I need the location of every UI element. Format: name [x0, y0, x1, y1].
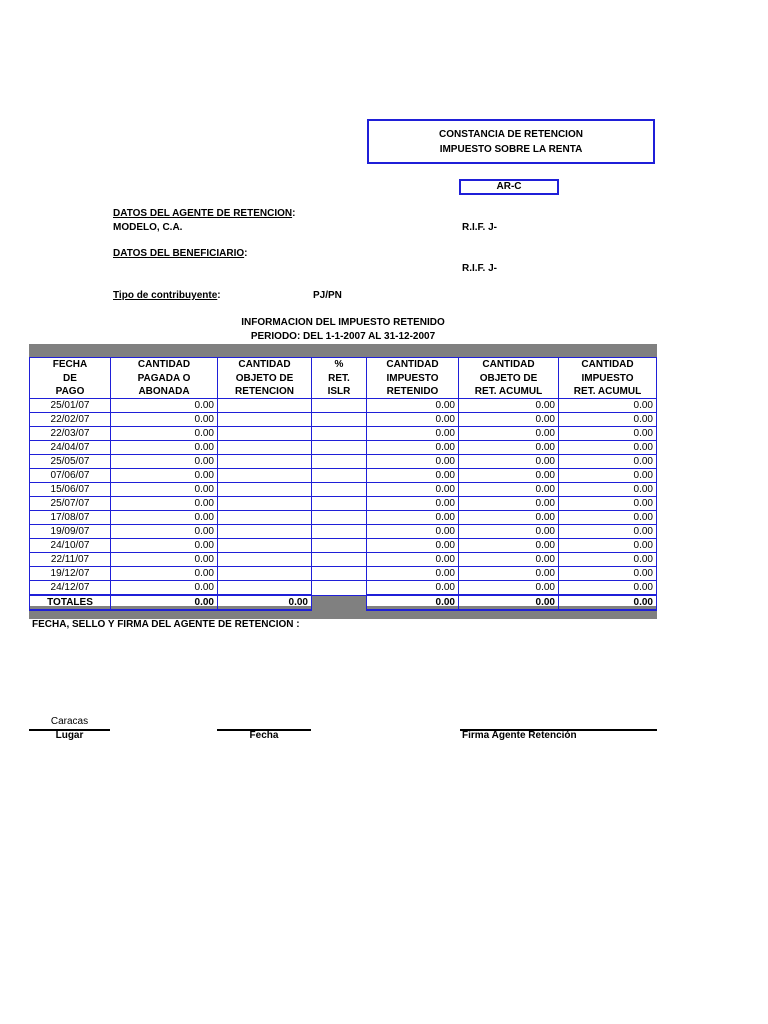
- header-cell: ISLR: [312, 385, 367, 399]
- table-cell-tax_acum: 0.00: [559, 441, 657, 455]
- table-cell-date: 24/04/07: [30, 441, 111, 455]
- taxpayer-type-label: Tipo de contribuyente: [113, 290, 218, 301]
- table-cell-date: 25/05/07: [30, 455, 111, 469]
- table-cell-date: 22/11/07: [30, 553, 111, 567]
- table-row: [30, 399, 657, 413]
- agent-section-colon: :: [292, 208, 296, 219]
- info-period: PERIODO: DEL 1-1-2007 AL 31-12-2007: [250, 331, 436, 342]
- table-cell-pct: [312, 539, 367, 553]
- table-row: [30, 581, 657, 596]
- table-cell-tax_acum: 0.00: [559, 413, 657, 427]
- table-cell-pct: [312, 553, 367, 567]
- table-cell-withheld: 0.00: [367, 399, 459, 413]
- table-cell-obj_acum: 0.00: [459, 567, 559, 581]
- title-line-1: CONSTANCIA DE RETENCION: [439, 129, 583, 140]
- table-cell-tax_acum: 0.00: [559, 469, 657, 483]
- agent-signature-label: Firma Agente Retención: [462, 730, 577, 741]
- table-cell-tax_acum: 0.00: [559, 539, 657, 553]
- table-row: [30, 525, 657, 539]
- header-cell: DE: [30, 371, 111, 385]
- table-cell-paid: 0.00: [111, 427, 218, 441]
- table-cell-tax_acum: 0.00: [559, 567, 657, 581]
- table-cell-date: 19/12/07: [30, 567, 111, 581]
- table-cell-pct: [312, 455, 367, 469]
- header-cell: OBJETO DE: [459, 371, 559, 385]
- table-cell-paid: 0.00: [111, 581, 218, 596]
- table-cell-paid: 0.00: [111, 567, 218, 581]
- table-cell-date: 15/06/07: [30, 483, 111, 497]
- table-row: [30, 441, 657, 455]
- table-row: [30, 567, 657, 581]
- table-cell-obj_acum: 0.00: [459, 441, 559, 455]
- table-cell-withheld: 0.00: [367, 427, 459, 441]
- title-line-2: IMPUESTO SOBRE LA RENTA: [439, 144, 583, 155]
- table-cell-obj_acum: 0.00: [459, 399, 559, 413]
- totals-cell-obj_acum: 0.00: [459, 595, 559, 610]
- table-row: [30, 553, 657, 567]
- table-cell-pct: [312, 441, 367, 455]
- table-cell-date: 07/06/07: [30, 469, 111, 483]
- table-cell-withheld: 0.00: [367, 497, 459, 511]
- table-cell-withheld: 0.00: [367, 539, 459, 553]
- totals-row: [30, 595, 657, 610]
- table-cell-obj_acum: 0.00: [459, 553, 559, 567]
- table-cell-tax_acum: 0.00: [559, 455, 657, 469]
- table-cell-date: 25/01/07: [30, 399, 111, 413]
- table-cell-object: [218, 483, 312, 497]
- header-cell: PAGO: [30, 385, 111, 399]
- header-cell: IMPUESTO: [559, 371, 657, 385]
- header-row-1: [30, 358, 657, 372]
- table-cell-withheld: 0.00: [367, 413, 459, 427]
- table-cell-withheld: 0.00: [367, 511, 459, 525]
- table-cell-paid: 0.00: [111, 399, 218, 413]
- table-cell-tax_acum: 0.00: [559, 553, 657, 567]
- header-row-2: [30, 371, 657, 385]
- header-cell: CANTIDAD: [367, 358, 459, 372]
- table-cell-date: 22/03/07: [30, 427, 111, 441]
- table-cell-object: [218, 497, 312, 511]
- header-row-3: [30, 385, 657, 399]
- table-cell-tax_acum: 0.00: [559, 525, 657, 539]
- table-cell-pct: [312, 469, 367, 483]
- table-cell-tax_acum: 0.00: [559, 581, 657, 596]
- table-cell-object: [218, 441, 312, 455]
- info-title: INFORMACION DEL IMPUESTO RETENIDO: [241, 317, 445, 328]
- header-cell: CANTIDAD: [111, 358, 218, 372]
- table-cell-withheld: 0.00: [367, 553, 459, 567]
- table-cell-paid: 0.00: [111, 469, 218, 483]
- table-cell-obj_acum: 0.00: [459, 525, 559, 539]
- withholding-table: [29, 357, 657, 611]
- totals-cell-tax_acum: 0.00: [559, 595, 657, 610]
- table-row: [30, 539, 657, 553]
- table-cell-object: [218, 469, 312, 483]
- taxpayer-type: [113, 290, 221, 301]
- table-row: [30, 427, 657, 441]
- table-cell-date: 24/12/07: [30, 581, 111, 596]
- place-value: Caracas: [50, 716, 89, 727]
- table-cell-object: [218, 581, 312, 596]
- table-cell-pct: [312, 413, 367, 427]
- table-cell-withheld: 0.00: [367, 581, 459, 596]
- agent-section-label: DATOS DEL AGENTE DE RETENCION: [113, 208, 293, 219]
- beneficiary-rif: R.I.F. J-: [462, 263, 498, 274]
- header-cell: IMPUESTO: [367, 371, 459, 385]
- beneficiary-section-label: DATOS DEL BENEFICIARIO: [113, 248, 245, 259]
- date-label: Fecha: [249, 730, 279, 741]
- table-cell-tax_acum: 0.00: [559, 483, 657, 497]
- header-cell: RETENCION: [218, 385, 312, 399]
- table-row: [30, 511, 657, 525]
- header-cell: RET. ACUMUL: [459, 385, 559, 399]
- table-cell-date: 25/07/07: [30, 497, 111, 511]
- header-cell: OBJETO DE: [218, 371, 312, 385]
- header-cell: RET. ACUMUL: [559, 385, 657, 399]
- totals-gap-cell: [312, 595, 367, 610]
- table-cell-date: 22/02/07: [30, 413, 111, 427]
- header-cell: ABONADA: [111, 385, 218, 399]
- table-cell-object: [218, 399, 312, 413]
- table-cell-object: [218, 413, 312, 427]
- totals-cell-object: 0.00: [218, 595, 312, 610]
- table-cell-paid: 0.00: [111, 525, 218, 539]
- table-cell-withheld: 0.00: [367, 567, 459, 581]
- table-cell-obj_acum: 0.00: [459, 511, 559, 525]
- header-cell: %: [312, 358, 367, 372]
- table-cell-pct: [312, 581, 367, 596]
- header-cell: RETENIDO: [367, 385, 459, 399]
- table-cell-obj_acum: 0.00: [459, 413, 559, 427]
- table-cell-object: [218, 567, 312, 581]
- table-row: [30, 455, 657, 469]
- table-cell-date: 17/08/07: [30, 511, 111, 525]
- table-cell-date: 24/10/07: [30, 539, 111, 553]
- header-cell: CANTIDAD: [559, 358, 657, 372]
- table-cell-object: [218, 539, 312, 553]
- table-cell-paid: 0.00: [111, 539, 218, 553]
- table-cell-obj_acum: 0.00: [459, 455, 559, 469]
- table-cell-pct: [312, 511, 367, 525]
- table-cell-pct: [312, 567, 367, 581]
- agent-rif: R.I.F. J-: [462, 222, 498, 233]
- beneficiary-section-colon: :: [244, 248, 248, 259]
- table-cell-paid: 0.00: [111, 455, 218, 469]
- header-cell: CANTIDAD: [218, 358, 312, 372]
- table-cell-pct: [312, 399, 367, 413]
- agent-section-heading: [113, 208, 295, 219]
- table-cell-paid: 0.00: [111, 553, 218, 567]
- table-cell-paid: 0.00: [111, 441, 218, 455]
- header-cell: RET.: [312, 371, 367, 385]
- table-cell-pct: [312, 483, 367, 497]
- table-row: [30, 497, 657, 511]
- table-row: [30, 413, 657, 427]
- table-cell-object: [218, 455, 312, 469]
- table-cell-tax_acum: 0.00: [559, 427, 657, 441]
- header-cell: PAGADA O: [111, 371, 218, 385]
- table-cell-withheld: 0.00: [367, 469, 459, 483]
- table-cell-object: [218, 525, 312, 539]
- table-cell-withheld: 0.00: [367, 483, 459, 497]
- table-cell-pct: [312, 525, 367, 539]
- signature-caption: FECHA, SELLO Y FIRMA DEL AGENTE DE RETENCION :: [32, 619, 300, 630]
- form-code-box: AR-C: [459, 179, 559, 195]
- header-cell: FECHA: [30, 358, 111, 372]
- table-cell-withheld: 0.00: [367, 441, 459, 455]
- table-cell-withheld: 0.00: [367, 525, 459, 539]
- table-cell-object: [218, 553, 312, 567]
- table-cell-date: 19/09/07: [30, 525, 111, 539]
- table-cell-paid: 0.00: [111, 511, 218, 525]
- table-cell-obj_acum: 0.00: [459, 497, 559, 511]
- table-row: [30, 469, 657, 483]
- totals-cell-paid: 0.00: [111, 595, 218, 610]
- table-cell-tax_acum: 0.00: [559, 497, 657, 511]
- table-cell-obj_acum: 0.00: [459, 483, 559, 497]
- table-cell-tax_acum: 0.00: [559, 511, 657, 525]
- agent-name: MODELO, C.A.: [113, 222, 183, 233]
- table-cell-pct: [312, 497, 367, 511]
- totals-cell-withheld: 0.00: [367, 595, 459, 610]
- table-cell-obj_acum: 0.00: [459, 469, 559, 483]
- table-cell-withheld: 0.00: [367, 455, 459, 469]
- table-cell-paid: 0.00: [111, 413, 218, 427]
- table-cell-obj_acum: 0.00: [459, 539, 559, 553]
- beneficiary-section-heading: [113, 248, 247, 259]
- taxpayer-type-colon: :: [217, 290, 221, 301]
- place-label: Lugar: [55, 730, 84, 741]
- table-cell-object: [218, 511, 312, 525]
- table-cell-obj_acum: 0.00: [459, 427, 559, 441]
- table-cell-obj_acum: 0.00: [459, 581, 559, 596]
- table-cell-paid: 0.00: [111, 497, 218, 511]
- table-row: [30, 483, 657, 497]
- totals-cell-label: TOTALES: [30, 595, 111, 610]
- taxpayer-type-value: PJ/PN: [313, 290, 342, 301]
- table-cell-object: [218, 427, 312, 441]
- table-cell-paid: 0.00: [111, 483, 218, 497]
- header-gray-band: [29, 344, 657, 357]
- table-cell-tax_acum: 0.00: [559, 399, 657, 413]
- table-cell-pct: [312, 427, 367, 441]
- header-cell: CANTIDAD: [459, 358, 559, 372]
- title-box: [367, 119, 655, 164]
